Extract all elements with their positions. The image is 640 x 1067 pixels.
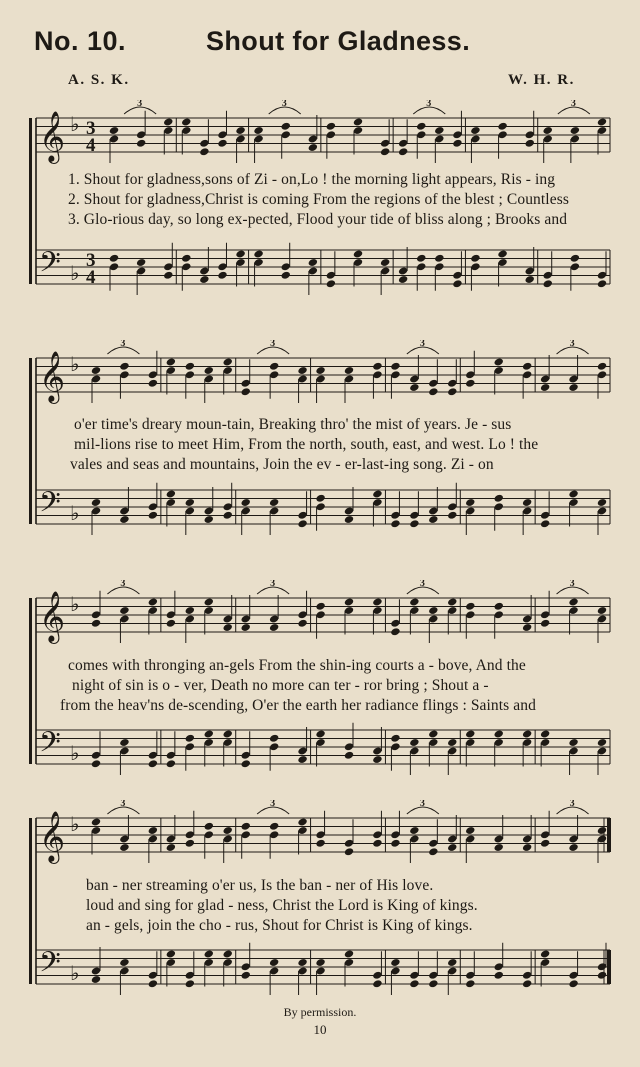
note-head (91, 498, 102, 507)
note-head (522, 623, 533, 632)
note-head (344, 515, 355, 524)
lyric-verse-3: from the heav'ns de-scending, O'er the earth her radiance flings : Saints and (60, 697, 536, 714)
flat-icon: ♭ (70, 592, 80, 616)
note-head (409, 597, 420, 606)
lyricist-credit: A. S. K. (68, 72, 130, 88)
note-head (315, 602, 326, 611)
note-head (390, 958, 401, 967)
time-signature-top: 3 (86, 118, 96, 139)
note-head (353, 249, 364, 258)
note-head (428, 847, 439, 856)
note-head (240, 971, 251, 980)
note-head (540, 619, 551, 628)
note-head (416, 254, 427, 263)
note-head (344, 949, 355, 958)
note-head (269, 734, 280, 743)
note-head (148, 759, 159, 768)
note-head (199, 275, 210, 284)
note-head (222, 826, 233, 835)
note-head (136, 258, 147, 267)
note-head (470, 254, 481, 263)
note-head (597, 362, 608, 371)
note-head (390, 362, 401, 371)
music-system-1 (0, 100, 640, 315)
treble-clef-icon: 𝄞 (39, 811, 66, 862)
note-head (199, 147, 210, 156)
note-head (166, 489, 177, 498)
note-head (390, 519, 401, 528)
treble-clef-icon: 𝄞 (39, 591, 66, 642)
note-head (597, 606, 608, 615)
note-head (372, 597, 383, 606)
note-head (447, 958, 458, 967)
note-head (315, 729, 326, 738)
bass-clef-icon: 𝄢 (39, 726, 61, 766)
system-bracket (29, 118, 32, 284)
note-head (315, 366, 326, 375)
note-head (119, 843, 130, 852)
note-head (269, 623, 280, 632)
note-head (522, 729, 533, 738)
note-head (148, 979, 159, 988)
note-head (240, 822, 251, 831)
triplet-number: 3 (569, 340, 575, 349)
note-head (493, 602, 504, 611)
note-head (217, 271, 228, 280)
note-head (91, 975, 102, 984)
note-head (409, 383, 420, 392)
note-head (109, 254, 120, 263)
note-head (497, 122, 508, 131)
system-bracket (29, 818, 32, 984)
lyric-verse-2: night of sin is o - ver, Death no more can ter - ror bring ; Shout a - (72, 677, 489, 694)
note-head (409, 519, 420, 528)
note-head (185, 606, 196, 615)
note-head (109, 126, 120, 135)
note-head (315, 958, 326, 967)
note-head (166, 949, 177, 958)
note-head (428, 606, 439, 615)
note-head (434, 254, 445, 263)
note-head (428, 387, 439, 396)
lyric-verse-1: comes with thronging an-gels From the shin-ing courts a - bove, And the (68, 657, 526, 674)
note-head (235, 249, 246, 258)
lyric-verse-1: o'er time's dreary moun-tain, Breaking thro' the mist of years. Je - sus (74, 416, 512, 433)
note-head (570, 126, 581, 135)
note-head (493, 357, 504, 366)
note-head (447, 843, 458, 852)
note-head (568, 597, 579, 606)
note-head (447, 387, 458, 396)
note-head (372, 839, 383, 848)
flat-icon: ♭ (70, 812, 80, 836)
note-head (315, 839, 326, 848)
note-head (240, 623, 251, 632)
note-head (597, 498, 608, 507)
note-head (465, 826, 476, 835)
note-head (568, 489, 579, 498)
note-head (148, 511, 159, 520)
note-head (416, 122, 427, 131)
note-head (119, 738, 130, 747)
note-head (522, 362, 533, 371)
note-head (409, 738, 420, 747)
note-head (398, 147, 409, 156)
note-head (522, 979, 533, 988)
note-head (185, 839, 196, 848)
note-head (166, 759, 177, 768)
flat-icon: ♭ (70, 501, 80, 525)
note-head (597, 971, 608, 980)
note-head (447, 511, 458, 520)
lyric-verse-1: 1. Shout for gladness,sons of Zi - on,Lo ! the morning light appears, Ris - ing (68, 171, 556, 188)
note-head (470, 126, 481, 135)
note-head (465, 379, 476, 388)
note-head (390, 734, 401, 743)
note-head (148, 826, 159, 835)
final-barline-thick (607, 950, 611, 984)
flat-icon: ♭ (70, 352, 80, 376)
note-head (493, 971, 504, 980)
note-head (297, 958, 308, 967)
note-head (434, 126, 445, 135)
triplet-number: 3 (419, 580, 425, 589)
note-head (542, 279, 553, 288)
lyric-verse-3: an - gels, join the cho - rus, Shout for Christ is King of kings. (86, 917, 473, 934)
note-head (372, 362, 383, 371)
note-head (203, 515, 214, 524)
triplet-number: 3 (569, 580, 575, 589)
note-head (148, 379, 159, 388)
time-signature-bottom: 4 (86, 135, 96, 156)
triplet-number: 3 (120, 340, 126, 349)
note-head (493, 729, 504, 738)
note-head (465, 602, 476, 611)
note-head (568, 979, 579, 988)
note-head (269, 362, 280, 371)
note-head (326, 279, 337, 288)
note-head (185, 362, 196, 371)
note-head (166, 619, 177, 628)
note-head (148, 597, 159, 606)
note-head (372, 755, 383, 764)
note-head (222, 949, 233, 958)
note-head (353, 117, 364, 126)
lyric-verse-3: 3. Glo-rious day, so long ex-pected, Flood your tide of bliss along ; Brooks and (68, 211, 568, 228)
system-bracket (29, 358, 32, 524)
note-head (570, 254, 581, 263)
lyric-verse-2: 2. Shout for gladness,Christ is coming From the regions of the blest ; Countless (68, 191, 569, 208)
note-head (540, 949, 551, 958)
note-head (465, 979, 476, 988)
triplet-number: 3 (270, 340, 276, 349)
composer-credit: W. H. R. (508, 72, 575, 88)
note-head (119, 362, 130, 371)
lyric-verse-3: vales and seas and mountains, Join the ev - er-last-ing song. Zi - on (70, 456, 494, 473)
note-head (465, 729, 476, 738)
bass-clef-icon: 𝄢 (39, 946, 61, 986)
note-head (91, 619, 102, 628)
lyric-verse-1: ban - ner streaming o'er us, Is the ban - ner of His love. (86, 877, 434, 894)
flat-icon: ♭ (70, 741, 80, 765)
note-head (380, 258, 391, 267)
note-head (297, 755, 308, 764)
note-head (280, 271, 291, 280)
note-head (597, 117, 608, 126)
note-head (91, 366, 102, 375)
bass-clef-icon: 𝄢 (39, 246, 61, 286)
note-head (540, 729, 551, 738)
note-head (269, 958, 280, 967)
time-signature-top: 3 (86, 250, 96, 271)
note-head (447, 597, 458, 606)
music-system-3 (0, 580, 640, 795)
note-head (308, 258, 319, 267)
page-number: 10 (313, 1022, 327, 1037)
final-barline-thick (607, 818, 611, 852)
permission-note: By permission. (283, 1005, 357, 1019)
flat-icon: ♭ (70, 112, 80, 136)
note-head (269, 498, 280, 507)
note-head (119, 606, 130, 615)
note-head (269, 822, 280, 831)
note-head (253, 126, 264, 135)
note-head (240, 498, 251, 507)
note-head (540, 839, 551, 848)
note-head (203, 822, 214, 831)
note-head (522, 843, 533, 852)
note-head (91, 817, 102, 826)
note-head (447, 738, 458, 747)
note-head (203, 949, 214, 958)
note-head (568, 383, 579, 392)
hymn-number: No. 10. (34, 26, 127, 56)
note-head (222, 357, 233, 366)
triplet-number: 3 (137, 100, 143, 109)
note-head (297, 366, 308, 375)
note-head (240, 759, 251, 768)
bass-clef-icon: 𝄢 (39, 486, 61, 526)
hymn-header (34, 26, 606, 66)
treble-clef-icon: 𝄞 (39, 111, 66, 162)
treble-clef-icon: 𝄞 (39, 351, 66, 402)
note-head (315, 494, 326, 503)
note-head (372, 979, 383, 988)
note-head (493, 494, 504, 503)
triplet-number: 3 (281, 100, 287, 109)
triplet-number: 3 (569, 800, 575, 809)
note-head (326, 122, 337, 131)
note-head (185, 734, 196, 743)
note-head (217, 139, 228, 148)
note-head (380, 147, 391, 156)
note-head (540, 383, 551, 392)
note-head (203, 729, 214, 738)
triplet-number: 3 (419, 800, 425, 809)
note-head (390, 627, 401, 636)
note-head (390, 839, 401, 848)
note-head (542, 126, 553, 135)
note-head (344, 847, 355, 856)
triplet-number: 3 (570, 100, 576, 109)
note-head (163, 271, 174, 280)
note-head (280, 122, 291, 131)
system-bracket (29, 598, 32, 764)
note-head (136, 139, 147, 148)
note-head (372, 489, 383, 498)
flat-icon: ♭ (70, 261, 80, 285)
note-head (597, 826, 608, 835)
note-head (166, 843, 177, 852)
note-head (428, 729, 439, 738)
note-head (163, 117, 174, 126)
note-head (203, 597, 214, 606)
note-head (568, 738, 579, 747)
note-head (524, 139, 535, 148)
note-head (409, 826, 420, 835)
triplet-number: 3 (120, 800, 126, 809)
note-head (428, 515, 439, 524)
note-head (540, 519, 551, 528)
triplet-number: 3 (270, 800, 276, 809)
note-head (181, 117, 192, 126)
note-head (222, 511, 233, 520)
lyric-verse-2: loud and sing for glad - ness, Christ the Lord is King of kings. (86, 897, 478, 914)
note-head (222, 729, 233, 738)
note-head (344, 751, 355, 760)
note-head (185, 979, 196, 988)
triplet-number: 3 (120, 580, 126, 589)
flat-icon: ♭ (70, 961, 80, 985)
note-head (428, 979, 439, 988)
note-head (308, 143, 319, 152)
note-head (597, 279, 608, 288)
note-head (597, 738, 608, 747)
note-head (185, 498, 196, 507)
note-head (465, 498, 476, 507)
note-head (524, 275, 535, 284)
note-head (222, 623, 233, 632)
note-head (452, 139, 463, 148)
note-head (166, 357, 177, 366)
note-head (203, 366, 214, 375)
triplet-number: 3 (419, 340, 425, 349)
note-head (398, 275, 409, 284)
note-head (119, 515, 130, 524)
lyric-verse-2: mil-lions rise to meet Him, From the north, south, east, and west. Lo ! the (74, 436, 539, 453)
note-head (235, 126, 246, 135)
hymn-title: Shout for Gladness. (206, 26, 471, 56)
triplet-number: 3 (426, 100, 432, 109)
music-system-2 (0, 340, 640, 555)
note-head (344, 366, 355, 375)
note-head (91, 759, 102, 768)
time-signature-bottom: 4 (86, 267, 96, 288)
note-head (181, 254, 192, 263)
note-head (240, 387, 251, 396)
triplet-number: 3 (270, 580, 276, 589)
note-head (493, 843, 504, 852)
note-head (522, 498, 533, 507)
note-head (119, 958, 130, 967)
music-system-4 (0, 800, 640, 1005)
note-head (253, 249, 264, 258)
note-head (497, 249, 508, 258)
note-head (297, 619, 308, 628)
note-head (297, 519, 308, 528)
note-head (297, 817, 308, 826)
note-head (344, 597, 355, 606)
note-head (452, 279, 463, 288)
note-head (409, 979, 420, 988)
note-head (568, 843, 579, 852)
